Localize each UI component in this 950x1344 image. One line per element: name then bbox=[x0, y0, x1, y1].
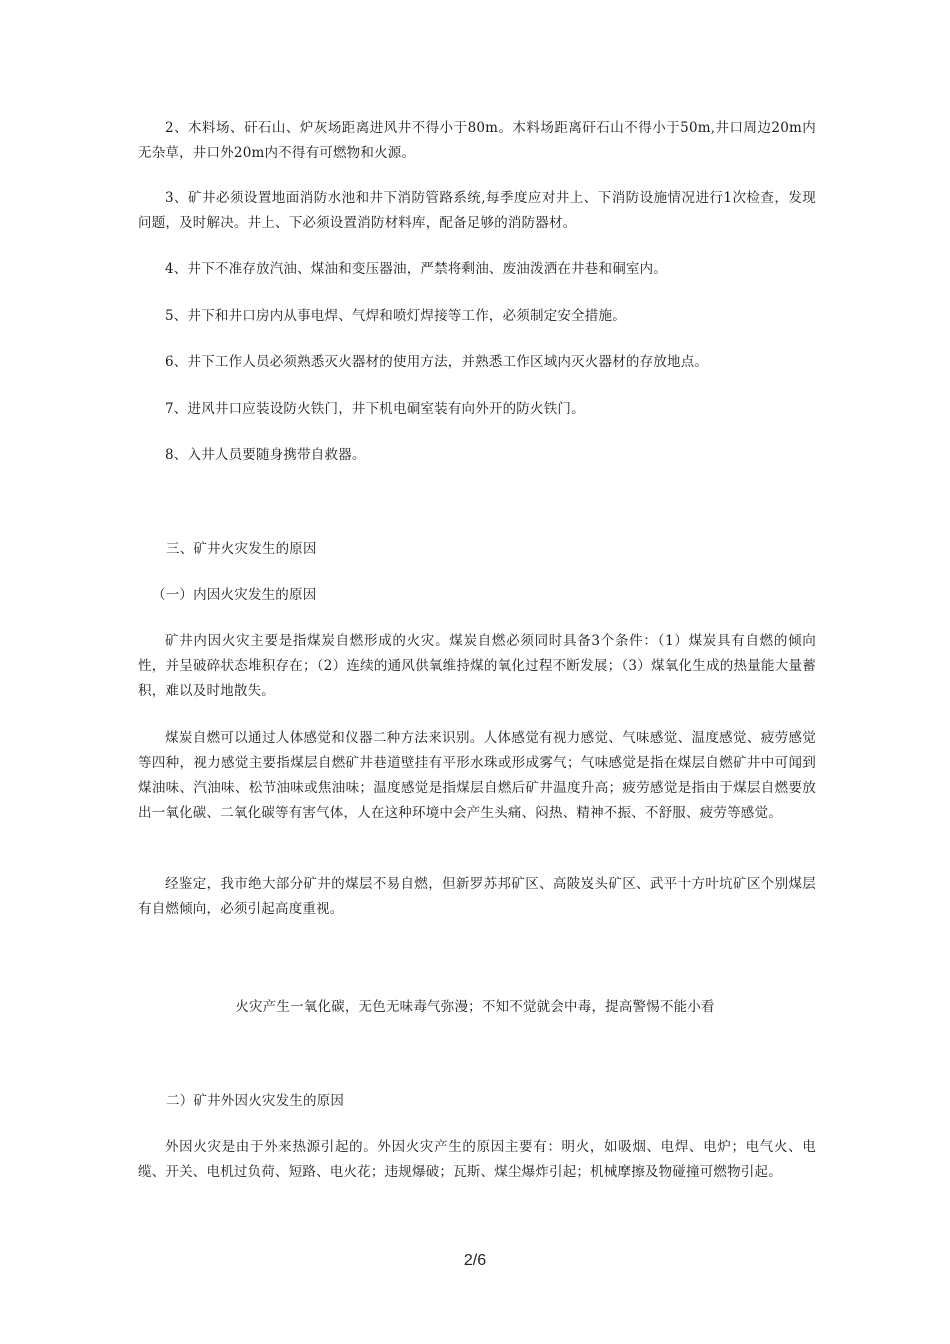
section-3-title: 三、矿井火灾发生的原因 bbox=[166, 541, 317, 557]
subsection-1-title: （一）内因火灾发生的原因 bbox=[152, 587, 317, 603]
external-fire-paragraph: 外因火灾是由于外来热源引起的。外因火灾产生的原因主要有：明火，如吸烟、电焊、电炉；电气火、电缆、开关、电机过负荷、短路、电火花；违规爆破；瓦斯、煤尘爆炸引起；机械摩擦及物碰撞可燃物引起。 bbox=[138, 1139, 816, 1180]
subsection-2-title: 二）矿井外因火灾发生的原因 bbox=[166, 1093, 345, 1109]
rule-2-paragraph: 2、木料场、矸石山、炉灰场距离进风井不得小于80m。木料场距离矸石山不得小于50m,井口周边20m内无杂草，井口外20m内不得有可燃物和火源。 bbox=[138, 120, 816, 161]
internal-fire-paragraph: 矿井内因火灾主要是指煤炭自燃形成的火灾。煤炭自燃必须同时具备3个条件：（1）煤炭具有自燃的倾向性，并呈破碎状态堆积存在；（2）连续的通风供氧维持煤的氧化过程不断发展；（3）煤氧化生成的热量能大量蓄积，难以及时地散失。 bbox=[138, 633, 816, 699]
rule-6-paragraph: 6、井下工作人员必须熟悉灭火器材的使用方法，并熟悉工作区域内灭火器材的存放地点。 bbox=[165, 354, 709, 370]
self-ignition-detection-paragraph: 煤炭自燃可以通过人体感觉和仪器二种方法来识别。人体感觉有视力感觉、气味感觉、温度感觉、疲劳感觉等四种，视力感觉主要指煤层自燃矿井巷道壁挂有平形水珠或形成雾气；气味感觉是指在煤层自燃矿井中可闻到煤油味、汽油味、松节油味或焦油味；温度感觉是指煤层自燃后矿井温度升高；疲劳感觉是指由于煤层自燃要放出一氧化碳、二氧化碳等有害气体，人在这种环境中会产生头痛、闷热、精神不振、不舒服、疲劳等感觉。 bbox=[138, 730, 816, 821]
rule-5-paragraph: 5、井下和井口房内从事电焊、气焊和喷灯焊接等工作，必须制定安全措施。 bbox=[165, 308, 626, 324]
rule-3-paragraph: 3、矿井必须设置地面消防水池和井下消防管路系统,每季度应对井上、下消防设施情况进行1次检查，发现问题，及时解决。井上、下必须设置消防材料库，配备足够的消防器材。 bbox=[138, 190, 816, 231]
page-number: 2/6 bbox=[463, 1252, 487, 1269]
rule-4-paragraph: 4、井下不准存放汽油、煤油和变压器油，严禁将剩油、废油泼洒在井巷和硐室内。 bbox=[165, 261, 667, 277]
rule-8-paragraph: 8、入井人员要随身携带自救器。 bbox=[165, 447, 366, 463]
rule-7-paragraph: 7、进风井口应装设防火铁门，井下机电硐室装有向外开的防火铁门。 bbox=[165, 401, 585, 417]
local-assessment-paragraph: 经鉴定，我市绝大部分矿井的煤层不易自燃，但新罗苏邦矿区、高陂岌头矿区、武平十方叶坑矿区个别煤层有自燃倾向，必须引起高度重视。 bbox=[138, 876, 816, 917]
warning-slogan: 火灾产生一氧化碳，无色无味毒气弥漫；不知不觉就会中毒，提高警惕不能小看 bbox=[235, 999, 715, 1015]
